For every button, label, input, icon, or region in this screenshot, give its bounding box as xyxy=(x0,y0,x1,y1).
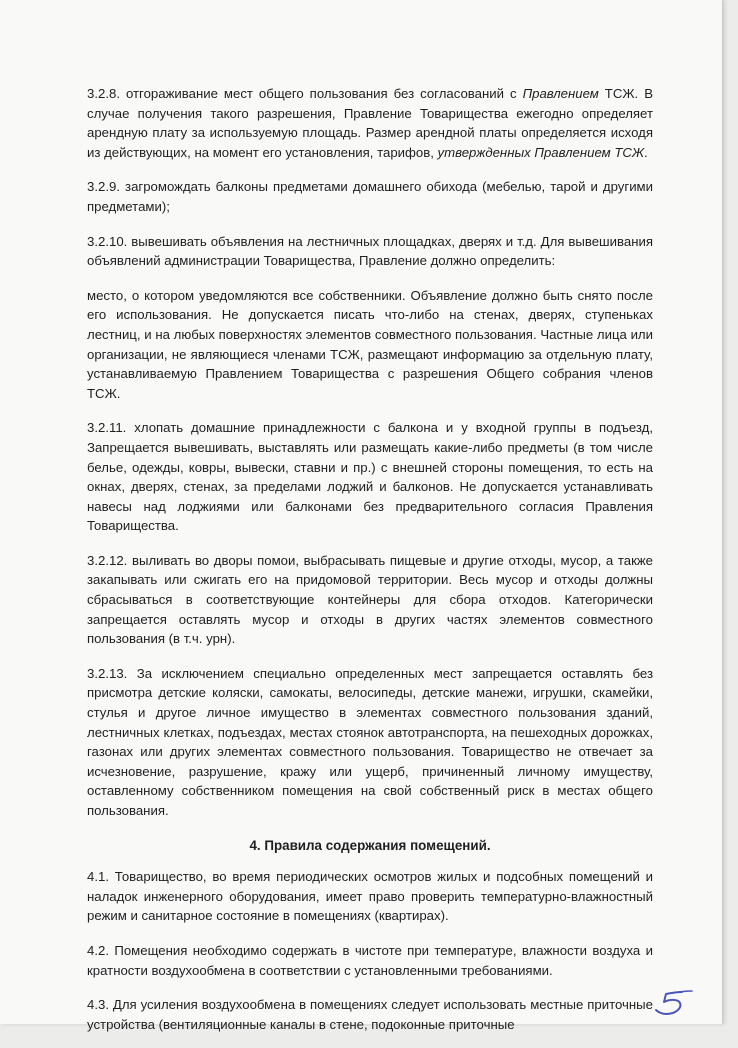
document-body xyxy=(87,84,653,1048)
paragraph-3-2-8-italic-approved: утвержденных Правлением ТСЖ xyxy=(437,144,645,160)
paragraph-3-2-8-italic-board: Правлением xyxy=(522,86,599,101)
paragraph-4-1: 4.1. Товарищество, во время периодических осмотров жилых и подсобных помещений и наладок инженерного оборудования, имеет право проверить температурно-влажностный режим и санитарное состояние в помещениях (квартирах). xyxy=(87,869,653,924)
paragraph-3-2-8 xyxy=(87,84,653,162)
paragraph-3-2-8-end: . xyxy=(644,144,648,160)
paragraph-4-2: 4.2. Помещения необходимо содержать в чистоте при температуре, влажности воздуха и кратности воздухообмена в соответствии с установленными требованиями. xyxy=(87,942,653,978)
handwritten-five-icon xyxy=(652,988,696,1018)
paragraph-4-3: 4.3. Для усиления воздухообмена в помещениях следует использовать местные приточные устройства (вентиляционные каналы в стене, подоконные приточные xyxy=(87,997,653,1032)
paragraph-3-2-11: 3.2.11. хлопать домашние принадлежности с балкона и у входной группы в подъезд, Запрещается вывешивать, выставлять или размещать какие-либо предметы (в том числе белье, одежды, ковры, вывески, ставни и пр.) с внешней стороны помещения, то есть на окнах, дверях, стенах, за пределами лоджий и балконов. Не допускается устанавливать навесы над лоджиями или балконами без предварительного согласия Правления Товарищества. xyxy=(87,420,653,534)
paragraph-3-2-8-part-2: ТСЖ. В случае получения такого разрешения, Правление Товарищества ежегодно определяет арендную плату за используемую площадь. Размер арендной платы определяется исходя из действующих, на момент его установления, тарифов, xyxy=(87,86,653,160)
section-4-heading: 4. Правила содержания помещений. xyxy=(249,837,491,853)
paragraph-3-2-12: 3.2.12. выливать во дворы помои, выбрасывать пищевые и другие отходы, мусор, а также закапывать или сжигать его на придомовой территории. Весь мусор и отходы должны сбрасываться в соответствующие контейнеры для сбора отходов. Категорически запрещается оставлять мусор и отходы в других частях элементов совместного пользования (в т.ч. урн). xyxy=(87,552,653,647)
paragraph-3-2-10: 3.2.10. вывешивать объявления на лестничных площадках, дверях и т.д. Для вывешивания объявлений администрации Товарищества, Правление должно определить: xyxy=(87,233,653,269)
paragraph-3-2-9: 3.2.9. загромождать балконы предметами домашнего обихода (мебелью, тарой и другими предметами); xyxy=(87,179,653,214)
handwritten-page-number xyxy=(652,988,696,1018)
paragraph-3-2-13: 3.2.13. За исключением специально определенных мест запрещается оставлять без присмотра детские коляски, самокаты, велосипеды, детские манежи, игрушки, скамейки, стулья и другое личное имущество в элементах совместного пользования зданий, лестничных клетках, подъездах, местах стоянок автотранспорта, на пешеходных дорожках, газонах или других элементах совместного пользования. Товарищество не отвечает за исчезновение, разрушение, кражу или ущерб, причиненный личному имуществу, оставленному собственником помещения на свой собственный риск в местах общего пользования. xyxy=(87,665,653,818)
paragraph-3-2-8-part-1: 3.2.8. отгораживание мест общего пользования без согласований с xyxy=(87,86,523,101)
paragraph-3-2-10-continuation: место, о котором уведомляются все собственники. Объявление должно быть снято после его использования. Не допускается писать что-либо на стенах, дверях, ступеньках лестниц, и на любых поверхностях элементов совместного пользования. Частные лица или организации, не являющиеся членами ТСЖ, размещают информацию за отдельную плату, устанавливаемую Правлением Товарищества с разрешения Общего собрания членов ТСЖ. xyxy=(87,287,653,401)
